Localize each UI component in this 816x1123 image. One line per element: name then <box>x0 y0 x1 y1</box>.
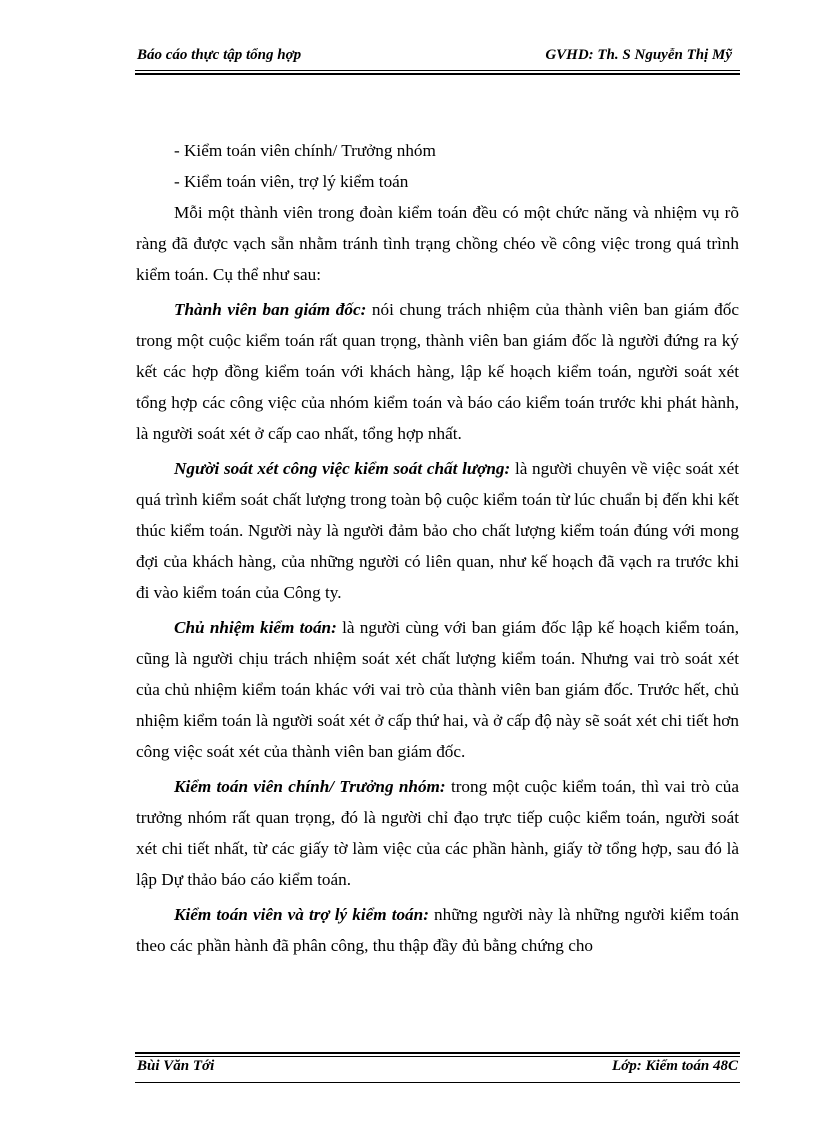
section-term: Người soát xét công việc kiểm soát chất lượng: <box>174 459 511 478</box>
section-text: trong một cuộc kiểm toán, thì vai trò của trưởng nhóm rất quan trọng, đó là người chỉ đạo trực tiếp cuộc kiểm toán, người soát xét chi tiết nhất, từ các giấy tờ làm việc của các phần hành, giấy tờ tổng hợp, sau đó là lập Dự thảo báo cáo kiểm toán. <box>136 777 740 889</box>
section-term: Chủ nhiệm kiểm toán: <box>174 618 337 637</box>
header-report-title: Báo cáo thực tập tổng hợp <box>137 47 302 63</box>
page-header <box>135 44 740 70</box>
header-rule-thin <box>135 70 740 71</box>
section-paragraph <box>136 899 739 961</box>
footer-bottom-rule <box>135 1082 740 1083</box>
page-footer <box>135 1058 740 1082</box>
header-supervisor: GVHD: Th. S Nguyễn Thị Mỹ <box>545 47 732 63</box>
footer-author: Bùi Văn Tới <box>137 1058 215 1074</box>
bullet-item: - Kiểm toán viên, trợ lý kiểm toán <box>174 172 409 191</box>
bullet-item: - Kiểm toán viên chính/ Trưởng nhóm <box>174 141 436 160</box>
page-body <box>136 135 739 965</box>
section-text: nói chung trách nhiệm của thành viên ban giám đốc trong một cuộc kiểm toán rất quan trọng, thành viên ban giám đốc là người đứng ra ký kết các hợp đồng kiểm toán với khách hàng, lập kế hoạch kiểm toán, người soát xét tổng hợp các công việc của nhóm kiểm toán và báo cáo kiểm toán trước khi phát hành, là người soát xét ở cấp cao nhất, tổng hợp nhất. <box>136 300 739 443</box>
section-paragraph <box>136 453 739 608</box>
section-term: Kiểm toán viên và trợ lý kiểm toán: <box>174 905 429 924</box>
footer-class: Lớp: Kiểm toán 48C <box>612 1058 738 1074</box>
section-text: là người chuyên về việc soát xét quá trình kiểm soát chất lượng trong toàn bộ cuộc kiểm toán từ lúc chuẩn bị đến khi kết thúc kiểm toán. Người này là người đảm bảo cho chất lượng kiểm toán đúng với mong đợi của khách hàng, của những người có liên quan, như kế hoạch đã vạch ra trước khi đi vào kiểm toán của Công ty. <box>136 459 740 602</box>
section-paragraph <box>136 771 739 895</box>
section-term: Kiểm toán viên chính/ Trưởng nhóm: <box>174 777 446 796</box>
header-rule-thick <box>135 73 740 75</box>
footer-rule-thin <box>135 1056 740 1057</box>
intro-paragraph: Mỗi một thành viên trong đoàn kiểm toán đều có một chức năng và nhiệm vụ rõ ràng đã được vạch sẵn nhằm tránh tình trạng chồng chéo về công việc trong quá trình kiểm toán. Cụ thể như sau: <box>136 203 739 284</box>
section-text: những người này là những người kiểm toán theo các phần hành đã phân công, thu thập đầy đủ bằng chứng cho <box>136 905 740 955</box>
footer-rule-thick <box>135 1052 740 1054</box>
section-paragraph <box>136 294 739 449</box>
section-paragraph <box>136 612 739 767</box>
section-term: Thành viên ban giám đốc: <box>174 300 367 319</box>
section-text: là người cùng với ban giám đốc lập kế hoạch kiểm toán, cũng là người chịu trách nhiệm soát xét chất lượng kiểm toán. Nhưng vai trò soát xét của chủ nhiệm kiểm toán khác với vai trò của thành viên ban giám đốc. Trước hết, chủ nhiệm kiểm toán là người soát xét ở cấp thứ hai, và ở cấp độ này sẽ soát xét chi tiết hơn công việc soát xét của thành viên ban giám đốc. <box>136 618 739 761</box>
